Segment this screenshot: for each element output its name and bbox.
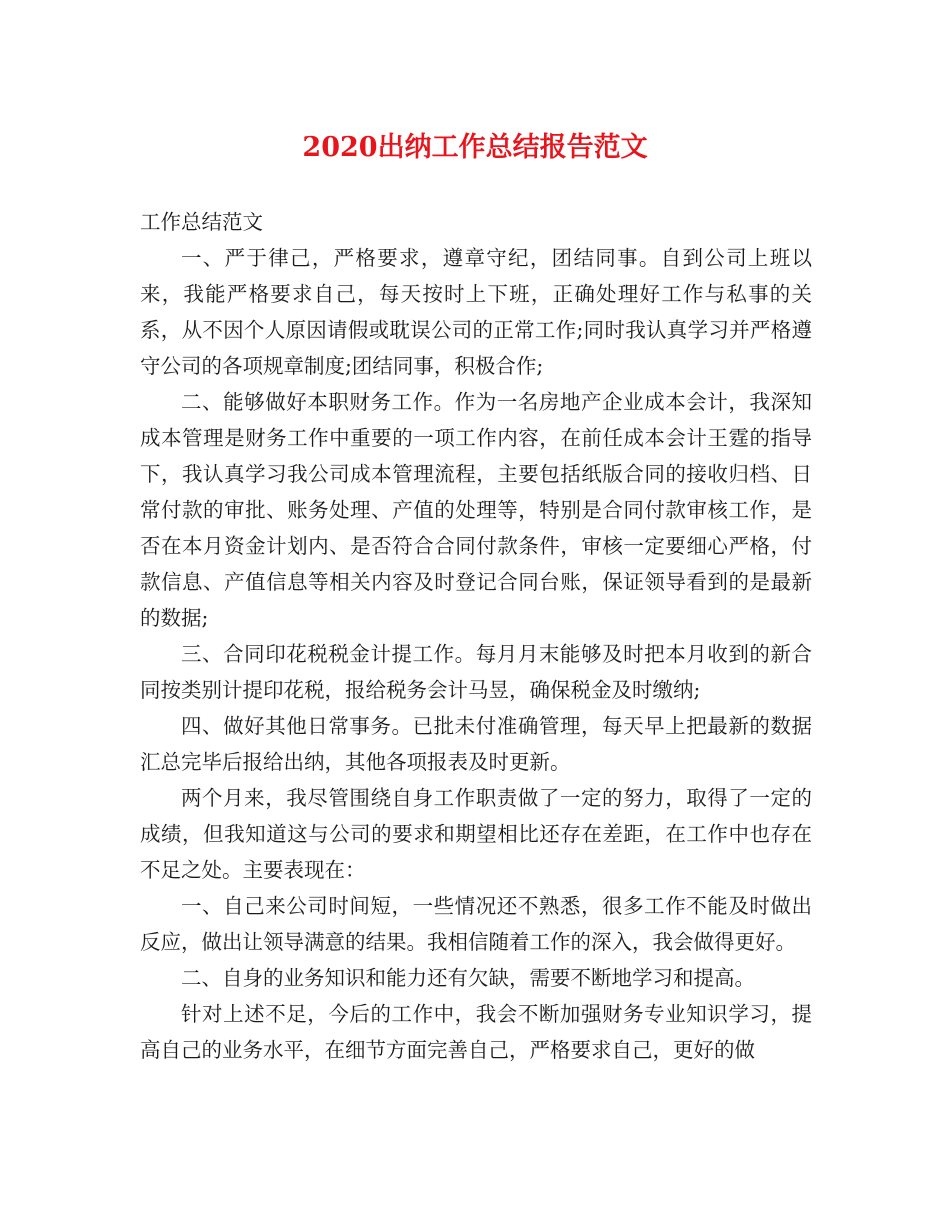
paragraph-3: 三、合同印花税税金计提工作。每月月末能够及时把本月收到的新合同按类别计提印花税，报给税务会计马昱，确保税金及时缴纳;: [140, 642, 812, 702]
paragraph-7: 二、自身的业务知识和能力还有欠缺，需要不断地学习和提高。: [181, 966, 755, 990]
document-body: [140, 204, 812, 1068]
paragraph-1: 一、严于律己，严格要求，遵章守纪，团结同事。自到公司上班以来，我能严格要求自己，每天按时上下班，正确处理好工作与私事的关系，从不因个人原因请假或耽误公司的正常工作;同时我认真学习并严格遵守公司的各项规章制度;团结同事，积极合作;: [140, 246, 812, 378]
document-title: 2020出纳工作总结报告范文: [302, 132, 648, 163]
paragraph-5: 两个月来，我尽管围绕自身工作职责做了一定的努力，取得了一定的成绩，但我知道这与公司的要求和期望相比还存在差距，在工作中也存在不足之处。主要表现在：: [140, 786, 812, 882]
paragraph-8: 针对上述不足，今后的工作中，我会不断加强财务专业知识学习，提高自己的业务水平，在细节方面完善自己，严格要求自己，更好的做: [140, 1002, 812, 1062]
paragraph-6: 一、自己来公司时间短，一些情况还不熟悉，很多工作不能及时做出反应，做出让领导满意的结果。我相信随着工作的深入，我会做得更好。: [140, 894, 812, 954]
paragraph-2: 二、能够做好本职财务工作。作为一名房地产企业成本会计，我深知成本管理是财务工作中重要的一项工作内容，在前任成本会计王霆的指导下，我认真学习我公司成本管理流程，主要包括纸版合同的接收归档、日常付款的审批、账务处理、产值的处理等，特别是合同付款审核工作，是否在本月资金计划内、是否符合合同付款条件，审核一定要细心严格，付款信息、产值信息等相关内容及时登记合同台账，保证领导看到的是最新的数据;: [140, 390, 812, 630]
paragraph-4: 四、做好其他日常事务。已批未付准确管理，每天早上把最新的数据汇总完毕后报给出纳，其他各项报表及时更新。: [140, 714, 812, 774]
section-subheading: 工作总结范文: [140, 210, 263, 234]
